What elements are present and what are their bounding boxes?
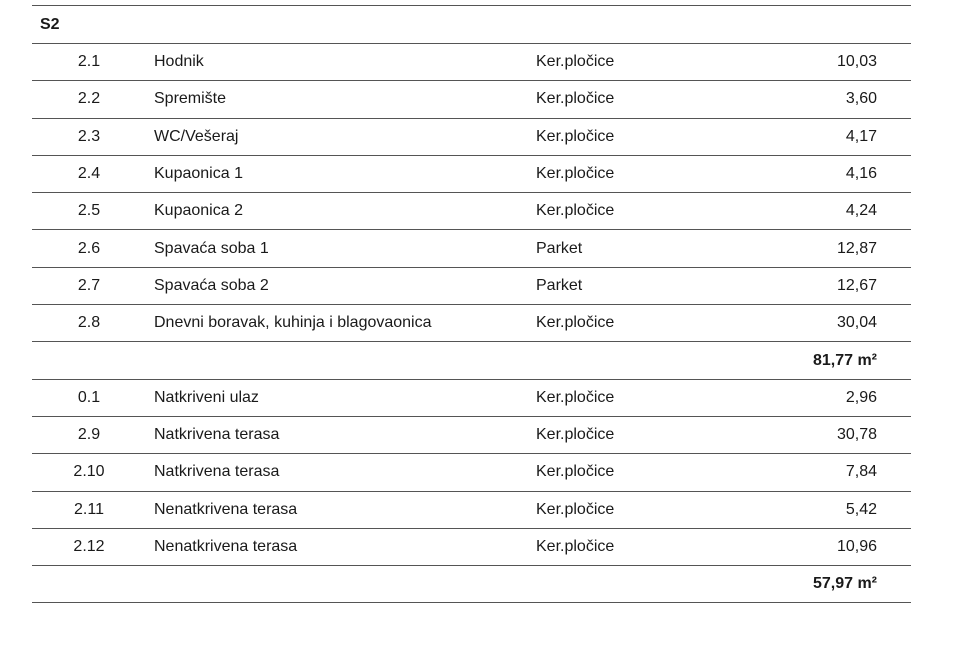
room-area: 30,04 — [836, 314, 877, 332]
floor-type: Parket — [536, 276, 583, 294]
room-area: 2,96 — [845, 388, 877, 406]
room-area: 7,84 — [845, 463, 877, 481]
table-row — [32, 380, 911, 417]
floor-type: Ker.pločice — [536, 500, 615, 518]
table-row — [32, 417, 911, 454]
floor-type: Ker.pločice — [536, 90, 615, 108]
room-name: Spavaća soba 2 — [154, 276, 269, 294]
room-name: Natkrivena terasa — [154, 426, 280, 444]
room-number: 2.7 — [77, 276, 101, 294]
floor-type: Ker.pločice — [536, 426, 615, 444]
table-row — [32, 305, 911, 342]
room-name: Spremište — [154, 90, 227, 108]
floor-type: Ker.pločice — [536, 388, 615, 406]
subtotal-area: 57,97 m² — [812, 575, 877, 593]
table-row — [32, 44, 911, 81]
room-area: 5,42 — [845, 500, 877, 518]
room-name: Hodnik — [154, 53, 204, 71]
table-row — [32, 156, 911, 193]
floor-type: Ker.pločice — [536, 463, 615, 481]
floor-type: Ker.pločice — [536, 538, 615, 555]
table-row — [32, 492, 911, 529]
floor-type: Ker.pločice — [536, 202, 615, 220]
room-number: 2.5 — [77, 202, 101, 220]
room-area: 10,03 — [836, 53, 877, 71]
section-title: S2 — [40, 15, 60, 33]
room-number: 2.12 — [73, 538, 105, 555]
room-area: 30,78 — [836, 426, 877, 444]
room-area: 10,96 — [836, 538, 877, 555]
subtotal-row — [32, 342, 911, 379]
floor-type: Ker.pločice — [536, 314, 615, 332]
room-name: Natkrivena terasa — [154, 463, 280, 481]
room-number: 2.4 — [77, 165, 101, 183]
room-number: 2.8 — [77, 314, 101, 332]
section-header-row — [32, 6, 911, 44]
room-number: 2.10 — [73, 463, 105, 481]
room-area: 4,17 — [845, 127, 877, 145]
table-row — [32, 454, 911, 491]
room-area: 4,16 — [845, 165, 877, 183]
room-area: 4,24 — [845, 202, 877, 220]
subtotal-area: 81,77 m² — [812, 351, 877, 369]
table-row — [32, 119, 911, 156]
room-name: Nenatkrivena terasa — [154, 538, 298, 555]
room-name: Spavaća soba 1 — [154, 239, 269, 257]
room-name: Kupaonica 1 — [154, 165, 243, 183]
room-name: Nenatkrivena terasa — [154, 500, 298, 518]
room-area: 12,87 — [836, 239, 877, 257]
table-row — [32, 81, 911, 118]
room-number: 0.1 — [77, 388, 101, 406]
room-number: 2.2 — [77, 90, 101, 108]
room-number: 2.1 — [77, 53, 101, 71]
floor-type: Parket — [536, 239, 583, 257]
room-name: Natkriveni ulaz — [154, 388, 259, 406]
floor-type: Ker.pločice — [536, 165, 615, 183]
table-row — [32, 529, 911, 566]
room-number: 2.6 — [77, 239, 101, 257]
room-name: Dnevni boravak, kuhinja i blagovaonica — [154, 314, 432, 332]
floor-type: Ker.pločice — [536, 53, 615, 71]
subtotal-row — [32, 566, 911, 603]
floor-type: Ker.pločice — [536, 127, 615, 145]
room-name: Kupaonica 2 — [154, 202, 243, 220]
table-row — [32, 230, 911, 267]
room-number: 2.3 — [77, 127, 101, 145]
area-table — [32, 5, 911, 603]
table-row — [32, 268, 911, 305]
room-number: 2.9 — [77, 426, 101, 444]
room-area: 12,67 — [836, 276, 877, 294]
table-row — [32, 193, 911, 230]
room-area: 3,60 — [845, 90, 877, 108]
room-name: WC/Vešeraj — [154, 127, 239, 145]
room-number: 2.11 — [74, 500, 104, 518]
